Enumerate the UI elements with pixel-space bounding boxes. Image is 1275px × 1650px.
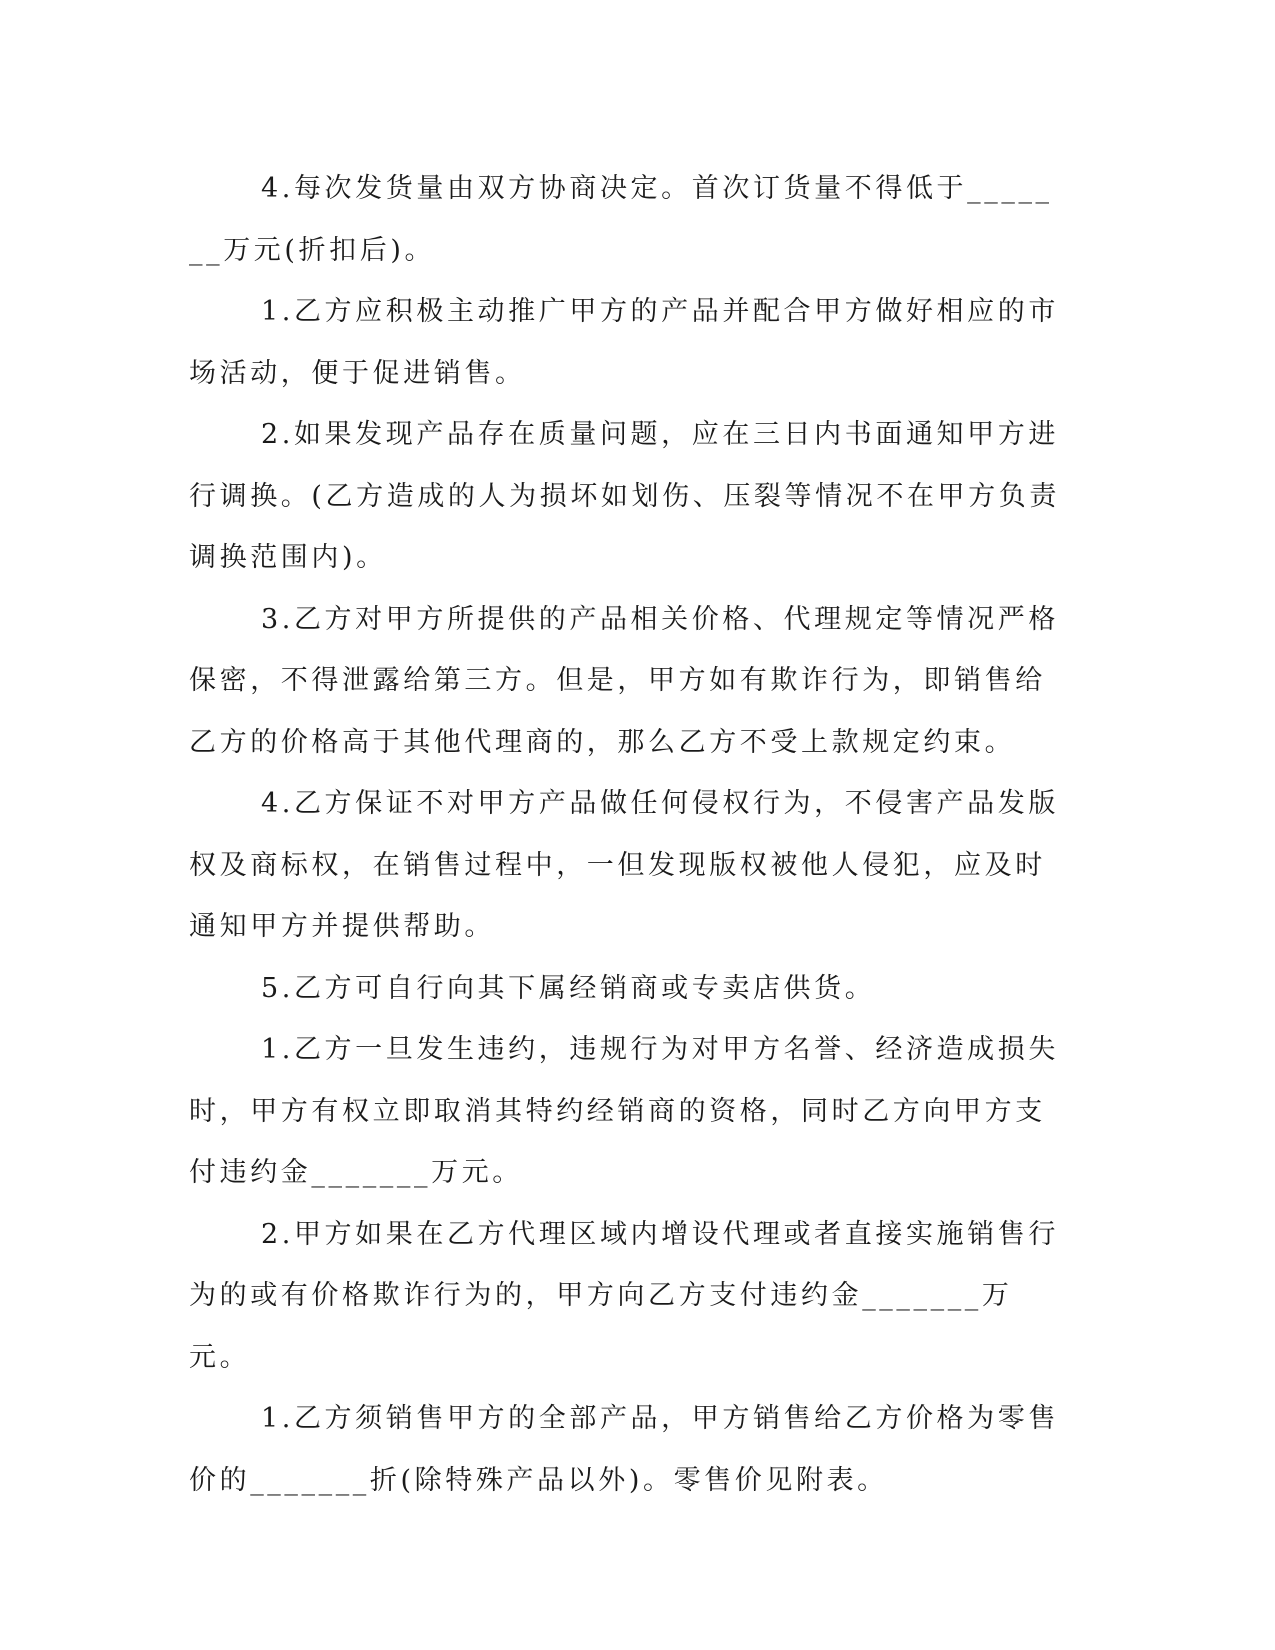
paragraph-infringement: 4.乙方保证不对甲方产品做任何侵权行为，不侵害产品发版权及商标权，在销售过程中，一但发现版权被他人侵犯，应及时通知甲方并提供帮助。 [189,788,1059,942]
paragraph-pricing: 1.乙方须销售甲方的全部产品，甲方销售给乙方价格为零售价的_______折(除特殊产品以外)。零售价见附表。 [189,1403,1059,1496]
paragraph-quality-issue: 2.如果发现产品存在质量问题，应在三日内书面通知甲方进行调换。(乙方造成的人为损坏如划伤、压裂等情况不在甲方负责调换范围内)。 [189,419,1060,573]
paragraph-breach-party-a: 2.甲方如果在乙方代理区域内增设代理或者直接实施销售行为的或有价格欺诈行为的，甲方向乙方支付违约金_______万元。 [189,1218,1059,1373]
paragraph-supply: 5.乙方可自行向其下属经销商或专卖店供货。 [261,972,876,1004]
paragraph-promotion: 1.乙方应积极主动推广甲方的产品并配合甲方做好相应的市场活动，便于促进销售。 [189,296,1059,389]
paragraph-confidentiality: 3.乙方对甲方所提供的产品相关价格、代理规定等情况严格保密，不得泄露给第三方。但是，甲方如有欺诈行为，即销售给乙方的价格高于其他代理商的，那么乙方不受上款规定约束。 [189,603,1059,758]
paragraph-order-quantity: 4.每次发货量由双方协商决定。首次订货量不得低于_______万元(折扣后)。 [189,173,1053,266]
document-body [189,158,1069,1511]
paragraph-breach-party-b: 1.乙方一旦发生违约，违规行为对甲方名誉、经济造成损失时，甲方有权立即取消其特约经销商的资格，同时乙方向甲方支付违约金_______万元。 [189,1034,1059,1188]
